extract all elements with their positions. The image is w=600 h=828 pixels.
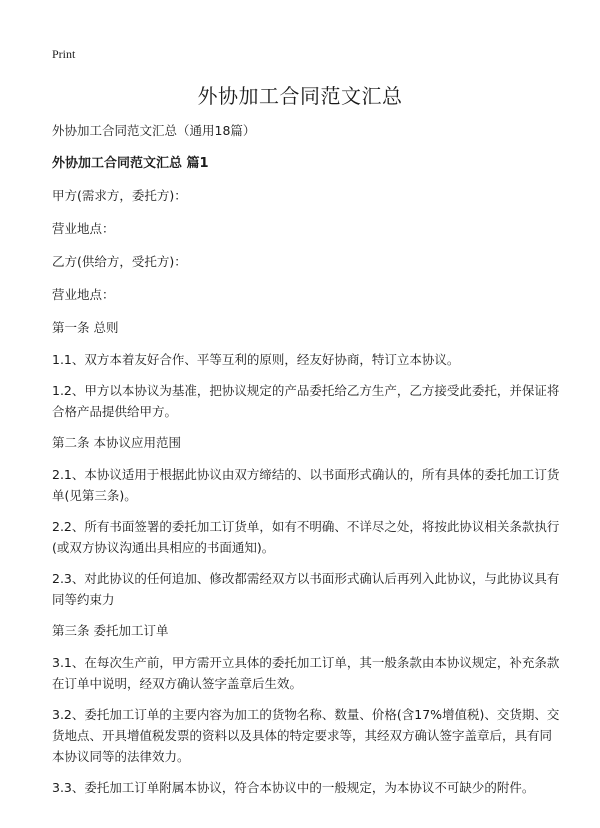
section-heading: 外协加工合同范文汇总 篇1 [52, 156, 209, 171]
clause-1-1: 1.1、双方本着友好合作、平等互利的原则，经友好协商，特订立本协议。 [52, 352, 460, 367]
document-subtitle: 外协加工合同范文汇总（通用18篇） [52, 123, 256, 138]
clause-3-3: 3.3、委托加工订单附属本协议，符合本协议中的一般规定，为本协议不可缺少的附件。 [52, 780, 535, 795]
clause-2-2: 2.2、所有书面签署的委托加工订货单，如有不明确、不详尽之处，将按此协议相关条款执行(或双方协议沟通出具相应的书面通知)。 [52, 519, 560, 555]
clause-3-1: 3.1、在每次生产前，甲方需开立具体的委托加工订单，其一般条款由本协议规定，补充条款在订单中说明，经双方确认签字盖章后生效。 [52, 655, 560, 691]
clause-3-2: 3.2、委托加工订单的主要内容为加工的货物名称、数量、价格(含17%增值税)、交货期、交货地点、开具增值税发票的资料以及具体的特定要求等，其经双方确认签字盖章后，具有同本协议同等的法律效力。 [52, 707, 560, 764]
document-body [52, 120, 562, 808]
party-a-address-label: 营业地点： [52, 221, 115, 236]
article-1-title: 第一条 总则 [52, 320, 119, 335]
clause-2-3: 2.3、对此协议的任何追加、修改都需经双方以书面形式确认后再列入此协议，与此协议具有同等约束力 [52, 571, 560, 607]
article-2-title: 第二条 本协议应用范围 [52, 435, 181, 450]
print-link[interactable]: Print [52, 47, 76, 61]
party-b-label: 乙方(供给方，受托方)： [52, 254, 187, 269]
page-title: 外协加工合同范文汇总 [197, 84, 403, 108]
article-3-title: 第三条 委托加工订单 [52, 623, 169, 638]
party-b-address-label: 营业地点： [52, 287, 115, 302]
clause-2-1: 2.1、本协议适用于根据此协议由双方缔结的、以书面形式确认的，所有具体的委托加工订货单(见第三条)。 [52, 467, 560, 503]
clause-1-2: 1.2、甲方以本协议为基准，把协议规定的产品委托给乙方生产，乙方接受此委托，并保证将合格产品提供给甲方。 [52, 383, 560, 419]
party-a-label: 甲方(需求方，委托方)： [52, 188, 187, 203]
